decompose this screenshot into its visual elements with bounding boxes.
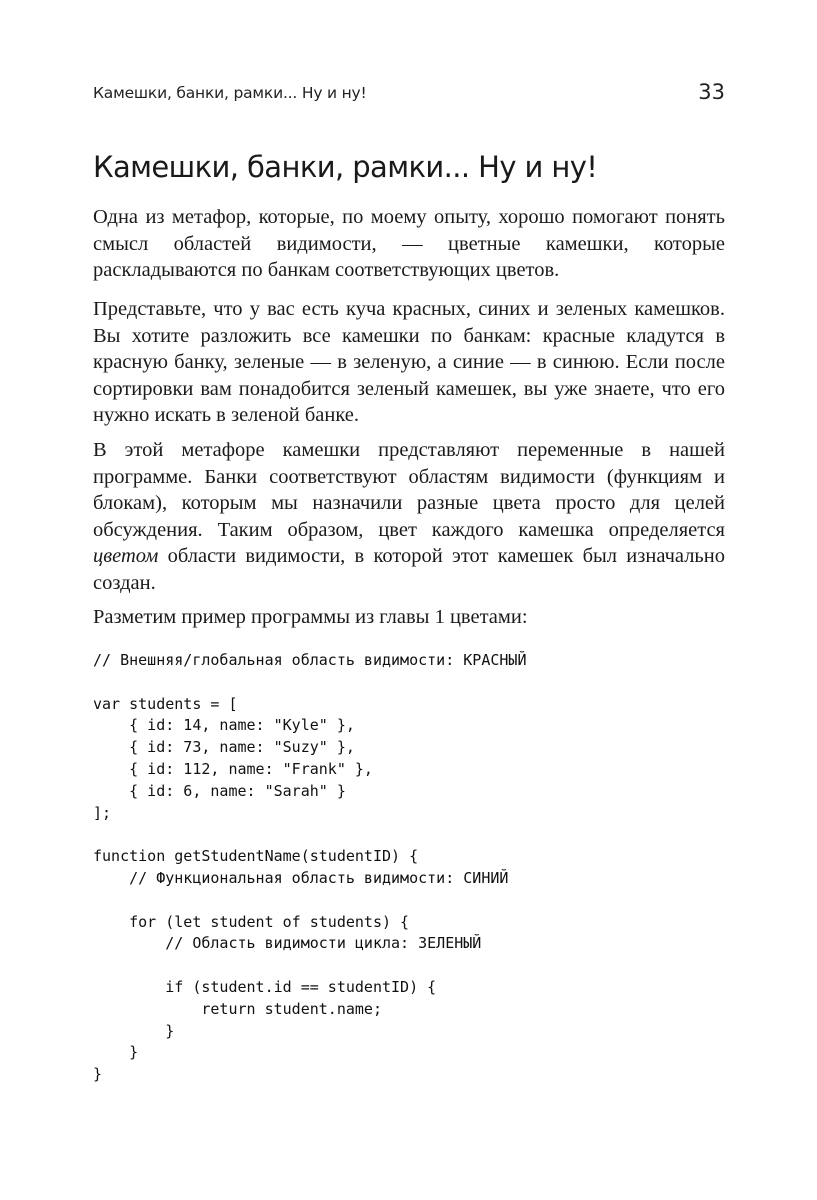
code-line: ]; [93,803,112,822]
paragraph-2-text: Представьте, что у вас есть куча красных, синих и зеленых камешков. Вы хотите разложить все камешки по банкам: красные кладутся в красную банку, зеленые — в зеленую, а синие — в синюю. Если после сортировки вам понадобится зеленый камешек, вы уже знаете, что его нужно искать в зеленой банке. [93,298,725,426]
code-line: for (let student of students) { [93,912,410,931]
paragraph-3-emphasis: цветом [93,545,159,567]
code-line: { id: 6, name: "Sarah" } [93,781,346,800]
code-line [93,890,526,912]
code-line: function getStudentName(studentID) { [93,847,419,866]
page-number: 33 [698,80,725,104]
code-line: // Функциональная область видимости: СИНИЙ [93,868,509,887]
code-line [93,672,526,694]
paragraph-2 [93,296,725,442]
code-line: if (student.id == studentID) { [93,977,437,996]
code-line: var students = [ [93,694,238,713]
code-line: { id: 112, name: "Frank" }, [93,759,373,778]
paragraph-3 [93,437,725,609]
code-line: } [93,1043,139,1062]
paragraph-4-text: Разметим пример программы из главы 1 цветами: [93,606,528,628]
paragraph-3-text [93,437,725,596]
code-line [93,824,526,846]
code-line: { id: 14, name: "Kyle" }, [93,716,355,735]
running-head: Камешки, банки, рамки... Ну и ну! [93,84,367,102]
paragraph-4 [93,604,725,644]
code-line: } [93,1065,103,1084]
code-line: return student.name; [93,999,382,1018]
code-line: // Область видимости цикла: ЗЕЛЕНЫЙ [93,934,482,953]
code-listing [93,650,526,1086]
code-line: { id: 73, name: "Suzy" }, [93,738,355,757]
paragraph-3-text-start: В этой метафоре камешки представляют переменные в нашей программе. Банки соответствуют областям видимости (функциям и блокам), которым мы назначили разные цвета просто для целей обсуждения. Таким образом, цвет каждого камешка определяется [93,439,725,541]
section-title: Камешки, банки, рамки... Ну и ну! [93,150,598,184]
paragraph-1 [93,204,725,297]
code-line: // Внешняя/глобальная область видимости: КРАСНЫЙ [93,651,527,669]
code-line: } [93,1021,175,1040]
paragraph-1-text: Одна из метафор, которые, по моему опыту, хорошо помогают понять смысл областей видимости, — цветные камешки, которые раскладываются по банкам соответствующих цветов. [93,206,725,281]
paragraph-3-text-end: области видимости, в которой этот камешек был изначально создан. [93,545,725,594]
code-line [93,955,526,977]
